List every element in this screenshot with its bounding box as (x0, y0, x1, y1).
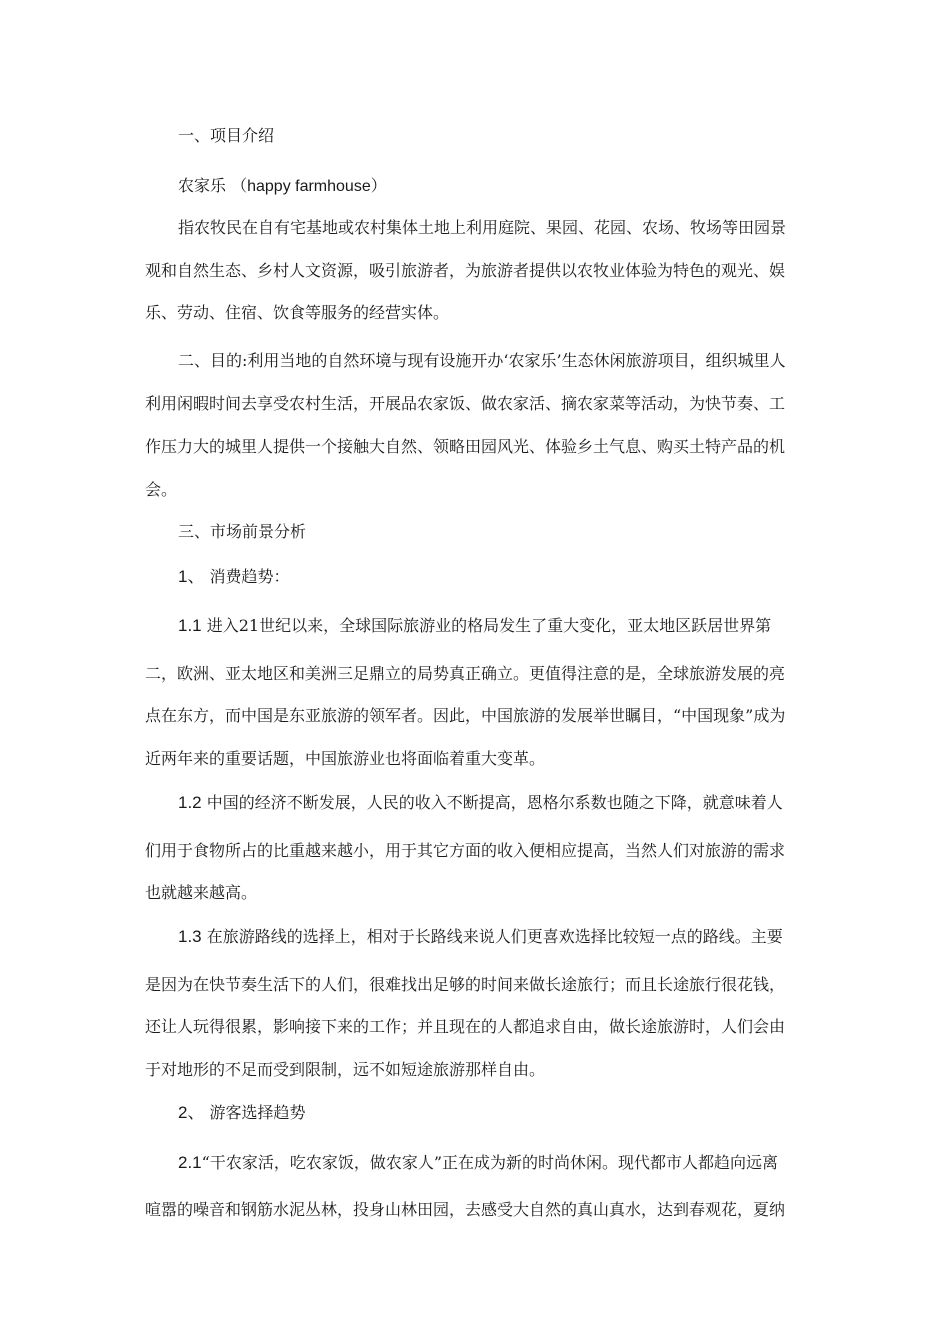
purpose-line-3: 作压力大的城里人提供一个接触大自然、领略田园风光、体验乡土气息、购买土特产品的机 (145, 437, 786, 456)
project-name-en: happy farmhouse (247, 178, 371, 195)
subsection-2-title: 游客选择趋势 (204, 1103, 306, 1122)
para-1-3-text: 在旅游路线的选择上，相对于长路线来说人们更喜欢选择比较短一点的路线。主要 (201, 927, 783, 946)
para-1-1-line-4: 近两年来的重要话题，中国旅游业也将面临着重大变革。 (145, 749, 546, 768)
para-1-3-number: 1.3 (178, 927, 202, 946)
para-1-2-line-1 (178, 792, 810, 814)
para-1-1-line-2: 二，欧洲、亚太地区和美洲三足鼎立的局势真正确立。更值得注意的是，全球旅游发展的亮 (145, 664, 786, 683)
para-1-2-text: 中国的经济不断发展，人民的收入不断提高，恩格尔系数也随之下降，就意味着人 (201, 793, 783, 812)
subsection-1-number: 1、 (178, 567, 205, 586)
para-1-3-line-3: 还让人玩得很累，影响接下来的工作；并且现在的人都追求自由，做长途旅游时，人们会由 (145, 1017, 786, 1036)
project-name (178, 175, 810, 198)
para-1-3-line-2: 是因为在快节奏生活下的人们，很难找出足够的时间来做长途旅行；而且长途旅行很花钱， (145, 975, 786, 994)
para-1-1-number: 1.1 (178, 616, 202, 635)
purpose-line-4: 会。 (145, 480, 178, 499)
para-2-1-line-1 (178, 1152, 810, 1174)
subsection-2-heading (178, 1102, 810, 1124)
definition-line-2: 观和自然生态、乡村人文资源，吸引旅游者，为旅游者提供以农牧业体验为特色的观光、娱 (145, 261, 786, 280)
para-1-1-line-3: 点在东方，而中国是东亚旅游的领军者。因此，中国旅游的发展举世瞩目，“中国现象”成为 (145, 706, 786, 725)
subsection-2-number: 2、 (178, 1103, 205, 1122)
para-1-2-line-3: 也就越来越高。 (145, 883, 258, 902)
para-1-1-line-1 (178, 615, 810, 637)
project-name-zh: 农家乐 （ (178, 176, 248, 195)
definition-line-3: 乐、劳动、住宿、饮食等服务的经营实体。 (145, 303, 450, 322)
subsection-1-title: 消费趋势： (204, 567, 290, 586)
para-1-3-line-4: 于对地形的不足而受到限制，远不如短途旅游那样自由。 (145, 1060, 546, 1079)
para-2-1-line-2: 喧嚣的噪音和钢筋水泥丛林，投身山林田园，去感受大自然的真山真水，达到春观花，夏纳 (145, 1200, 786, 1219)
para-2-1-text: “干农家活，吃农家饭，做农家人”正在成为新的时尚休闲。现代都市人都趋向远离 (201, 1153, 779, 1172)
project-name-close: ） (370, 176, 387, 195)
definition-line-1: 指农牧民在自有宅基地或农村集体土地上利用庭院、果园、花园、农场、牧场等田园景 (178, 218, 787, 237)
para-2-1-number: 2.1 (178, 1153, 202, 1172)
para-1-3-line-1 (178, 926, 810, 948)
section-1-heading-text: 一、项目介绍 (178, 126, 275, 145)
purpose-line-2: 利用闲暇时间去享受农村生活，开展品农家饭、做农家活、摘农家菜等活动，为快节奏、工 (145, 394, 786, 413)
purpose-line-1: 二、目的:利用当地的自然环境与现有设施开办‘农家乐’生态休闲旅游项目，组织城里人 (178, 351, 786, 370)
section-3-heading: 三、市场前景分析 (178, 522, 307, 541)
section-1-heading (178, 125, 810, 147)
para-1-1-text: 进入21世纪以来，全球国际旅游业的格局发生了重大变化，亚太地区跃居世界第 (201, 616, 772, 635)
subsection-1-heading (178, 566, 810, 588)
para-1-2-line-2: 们用于食物所占的比重越来越小，用于其它方面的收入便相应提高，当然人们对旅游的需求 (145, 841, 786, 860)
para-1-2-number: 1.2 (178, 793, 202, 812)
